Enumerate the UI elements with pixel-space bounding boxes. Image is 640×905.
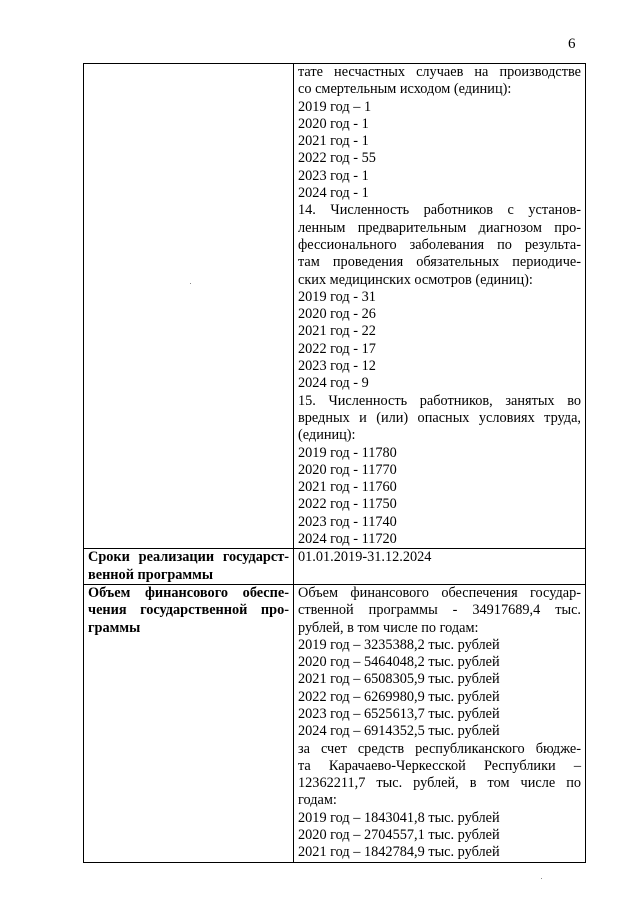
text-line: 2022 год - 17	[298, 340, 376, 357]
text-line: 2020 год – 2704557,1 тыс. рублей	[298, 827, 500, 844]
scan-speck	[190, 283, 191, 284]
scan-speck	[541, 878, 542, 879]
text-line: ственной программы - 34917689,4 тыс.	[298, 602, 581, 619]
row-label-cell	[84, 584, 294, 862]
text-line: 2023 год - 12	[298, 358, 376, 375]
text-line: 2020 год - 1	[298, 115, 369, 132]
text-line: 2019 год - 11780	[298, 444, 397, 461]
text-line: ских медицинских осмотров (единиц):	[298, 271, 533, 288]
text-line: 2019 год – 1843041,8 тыс. рублей	[298, 809, 500, 826]
text-line: 2023 год - 11740	[298, 513, 397, 530]
table-row	[84, 584, 586, 862]
text-line: 2021 год – 6508305,9 тыс. рублей	[298, 671, 500, 688]
text-line: со смертельным исходом (единиц):	[298, 81, 512, 98]
text-line: вредных и (или) опасных условиях труда,	[298, 409, 581, 426]
row-label-line: граммы	[88, 619, 141, 636]
text-line: 2019 год - 31	[298, 288, 376, 305]
text-line: 2023 год - 1	[298, 167, 369, 184]
row-label-line: чения государственной про-	[88, 602, 289, 619]
text-line: 2020 год - 11770	[298, 461, 397, 478]
row-value-cell	[294, 584, 586, 862]
text-line: 2021 год – 1842784,9 тыс. рублей	[298, 844, 500, 861]
text-line: (единиц):	[298, 427, 356, 444]
text-line: 2024 год - 1	[298, 185, 369, 202]
row-label-cell	[84, 549, 294, 585]
row-label-line: Объем финансового обеспе-	[88, 584, 289, 601]
table-row	[84, 64, 586, 549]
page-number: 6	[568, 36, 576, 52]
text-line: 2024 год - 11720	[298, 531, 397, 548]
text-line: 2022 год - 11750	[298, 496, 397, 513]
text-line: 2024 год – 6914352,5 тыс. рублей	[298, 723, 500, 740]
text-line: там проведения обязательных периодиче-	[298, 254, 581, 271]
text-line: 01.01.2019-31.12.2024	[298, 549, 432, 566]
row-label-line: Сроки реализации государст-	[88, 549, 289, 566]
text-line: ленным предварительным диагнозом про-	[298, 219, 581, 236]
row-value-cell	[294, 64, 586, 549]
row-value-cell	[294, 549, 586, 585]
text-line: та Карачаево-Черкесской Республики –	[298, 757, 581, 774]
text-line: 2021 год - 22	[298, 323, 376, 340]
text-line: 15. Численность работников, занятых во	[298, 392, 581, 409]
row-label-line: венной программы	[88, 566, 214, 583]
text-line: 14. Численность работников с установ-	[298, 202, 581, 219]
program-passport-table	[83, 63, 586, 863]
text-line: 2021 год - 11760	[298, 479, 397, 496]
text-line: 2022 год - 55	[298, 150, 376, 167]
text-line: 2019 год – 3235388,2 тыс. рублей	[298, 636, 500, 653]
text-line: 2023 год – 6525613,7 тыс. рублей	[298, 705, 500, 722]
text-line: 2019 год – 1	[298, 98, 372, 115]
text-line: 12362211,7 тыс. рублей, в том числе по	[298, 775, 581, 792]
row-label-cell	[84, 64, 294, 549]
table-row	[84, 549, 586, 585]
text-line: 2020 год – 5464048,2 тыс. рублей	[298, 654, 500, 671]
text-line: Объем финансового обеспечения государ-	[298, 584, 581, 601]
text-line: 2020 год - 26	[298, 306, 376, 323]
text-line: 2024 год - 9	[298, 375, 369, 392]
text-line: тате несчастных случаев на производстве	[298, 64, 581, 80]
text-line: 2022 год – 6269980,9 тыс. рублей	[298, 688, 500, 705]
text-line: 2021 год - 1	[298, 133, 369, 150]
text-line: рублей, в том числе по годам:	[298, 619, 479, 636]
text-line: фессионального заболевания по результа-	[298, 236, 581, 253]
text-line: годам:	[298, 792, 337, 809]
text-line: за счет средств республиканского бюдже-	[298, 740, 581, 757]
